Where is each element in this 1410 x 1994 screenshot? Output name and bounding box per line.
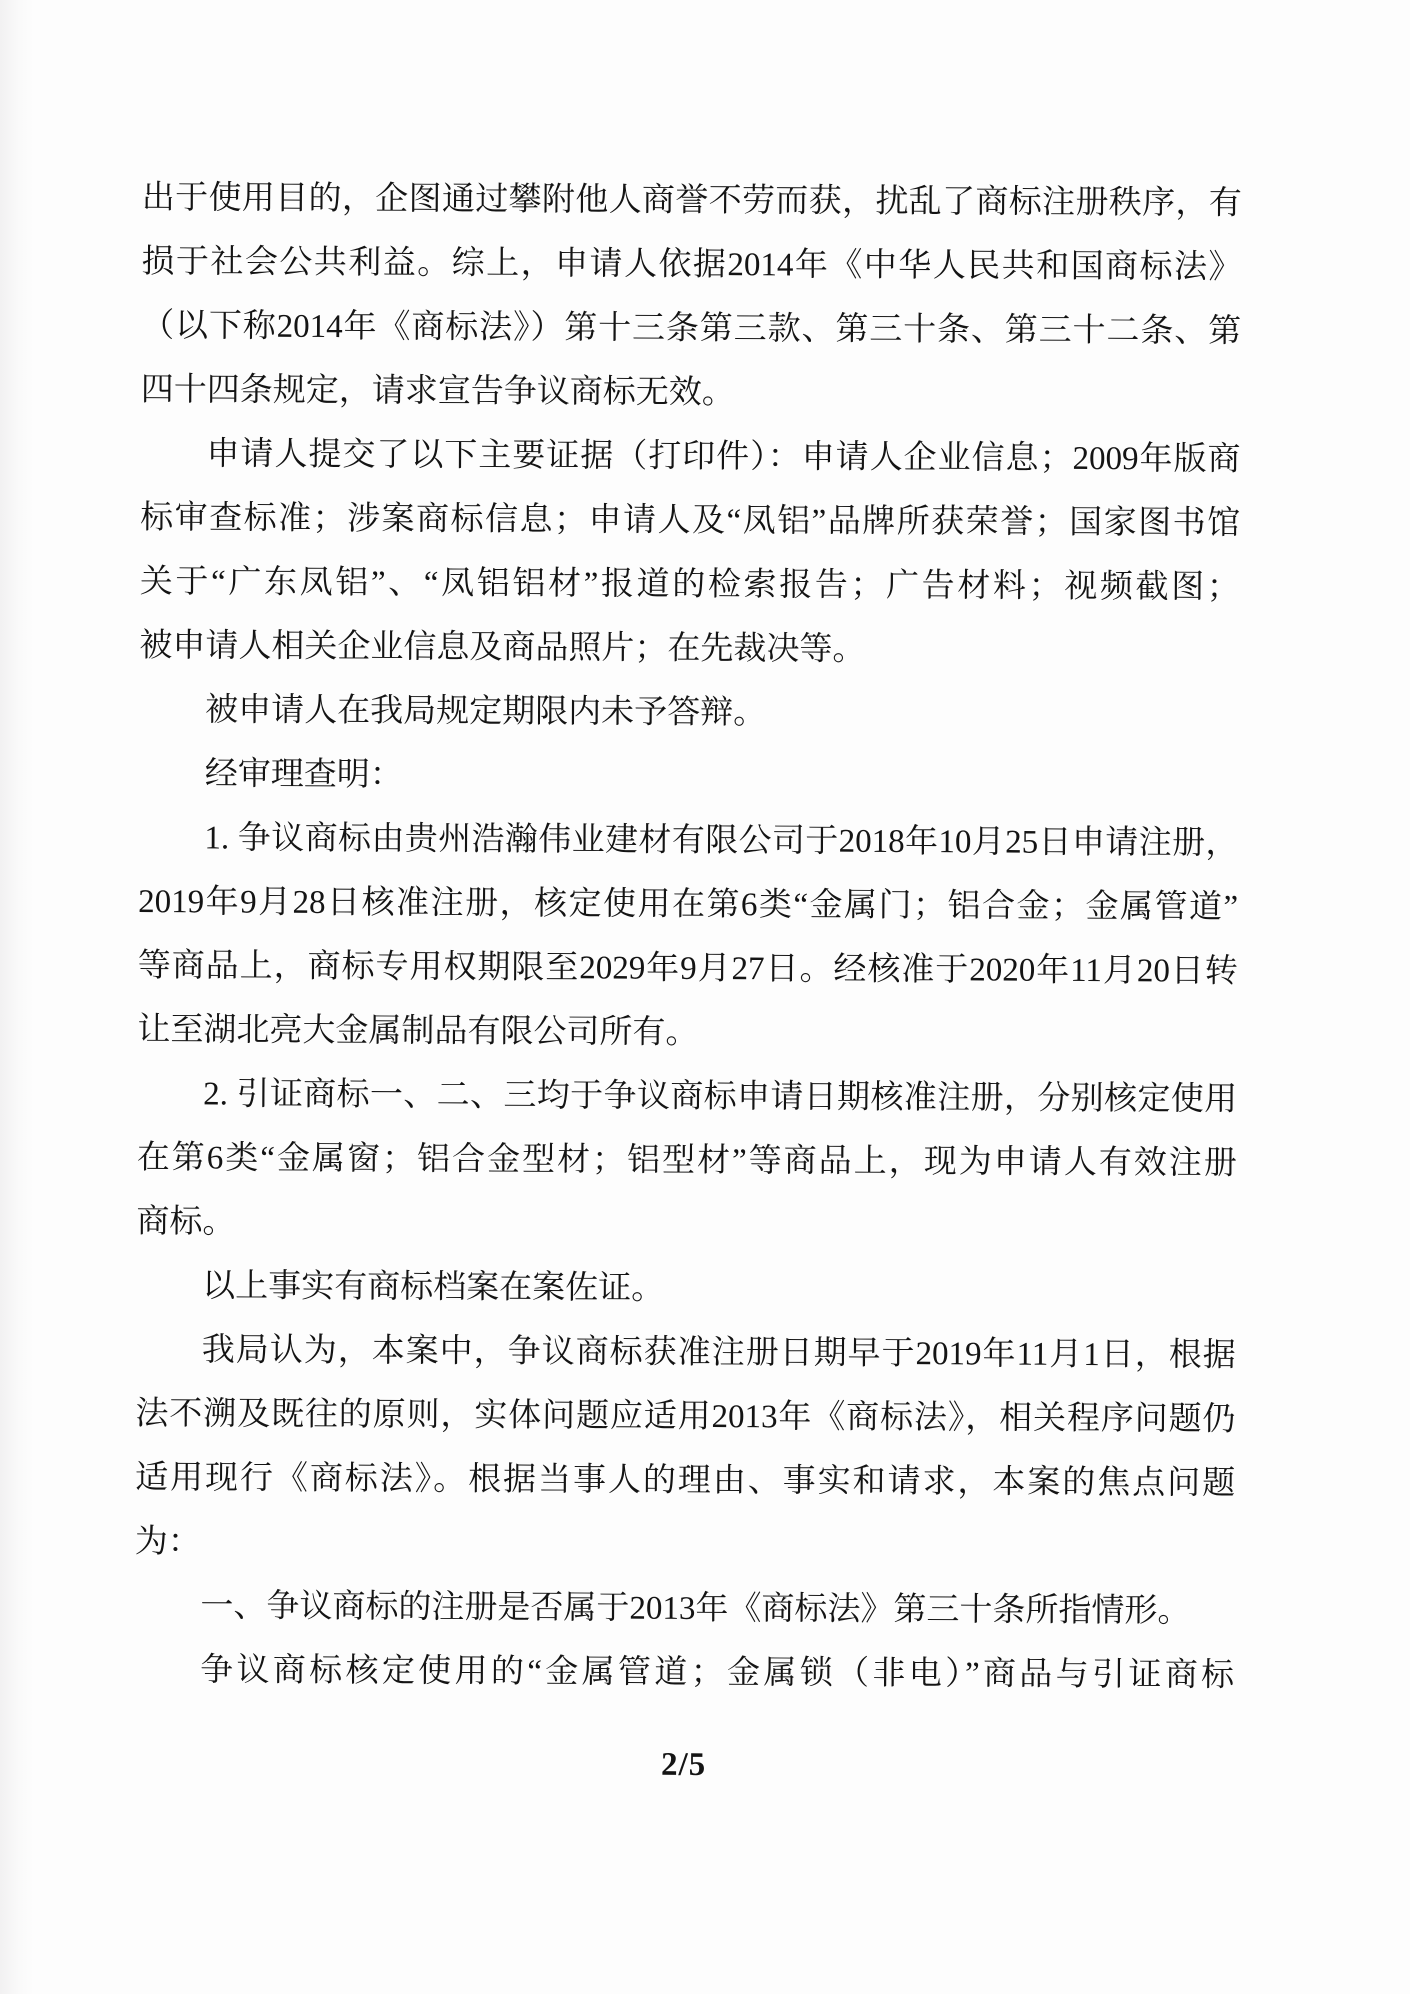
text-line: 被申请人相关企业信息及商品照片；在先裁决等。 xyxy=(139,627,866,668)
text-line: 为： xyxy=(134,1523,201,1561)
text-line: 争议商标核定使用的“金属管道；金属锁（非电）”商品与引证商标 xyxy=(200,1652,1235,1694)
text-line: 让至湖北亮大金属制品有限公司所有。 xyxy=(137,1011,699,1051)
text-line: 四十四条规定，请求宣告争议商标无效。 xyxy=(140,371,735,412)
text-line: 申请人提交了以下主要证据（打印件）：申请人企业信息；2009年版商 xyxy=(206,436,1241,478)
text-line: 损于社会公共利益。综上，申请人依据2014年《中华人民共和国商标法》 xyxy=(141,243,1242,286)
text-line: 关于“广东凤铝”、“凤铝铝材”报道的检索报告；广告材料；视频截图； xyxy=(139,563,1240,606)
text-line: 适用现行《商标法》。根据当事人的理由、事实和请求，本案的焦点问题 xyxy=(135,1459,1236,1502)
text-line: 被申请人在我局规定期限内未予答辩。 xyxy=(205,692,767,732)
text-line: 等商品上，商标专用权期限至2029年9月27日。经核准于2020年11月20日转 xyxy=(137,947,1238,990)
text-line: 标审查标准；涉案商标信息；申请人及“凤铝”品牌所获荣誉；国家图书馆 xyxy=(140,499,1241,542)
text-line: 1. 争议商标由贵州浩瀚伟业建材有限公司于2018年10月25日申请注册， xyxy=(204,820,1239,862)
text-line: 在第6类“金属窗；铝合金型材；铝型材”等商品上，现为申请人有效注册 xyxy=(136,1139,1237,1182)
text-line: 出于使用目的，企图通过攀附他人商誉不劳而获，扰乱了商标注册秩序，有 xyxy=(141,179,1242,222)
document-body xyxy=(134,166,1242,1787)
text-line: 我局认为，本案中，争议商标获准注册日期早于2019年11月1日，根据 xyxy=(201,1332,1236,1374)
text-line: （以下称2014年《商标法》）第十三条第三款、第三十条、第三十二条、第 xyxy=(141,307,1242,350)
text-line: 法不溯及既往的原则，实体问题应适用2013年《商标法》，相关程序问题仍 xyxy=(135,1395,1236,1438)
text-line: 一、争议商标的注册是否属于2013年《商标法》第三十条所指情形。 xyxy=(200,1588,1191,1630)
text-line: 2019年9月28日核准注册，核定使用在第6类“金属门；铝合金；金属管道” xyxy=(138,883,1239,926)
text-line: 2. 引证商标一、二、三均于争议商标申请日期核准注册，分别核定使用 xyxy=(203,1076,1238,1118)
text-line: 商标。 xyxy=(136,1203,236,1241)
scan-edge-shadow xyxy=(0,0,34,1994)
page-number: 2/5 xyxy=(660,1746,707,1783)
text-line: 以上事实有商标档案在案佐证。 xyxy=(202,1268,665,1307)
text-line: 经审理查明： xyxy=(204,756,403,794)
